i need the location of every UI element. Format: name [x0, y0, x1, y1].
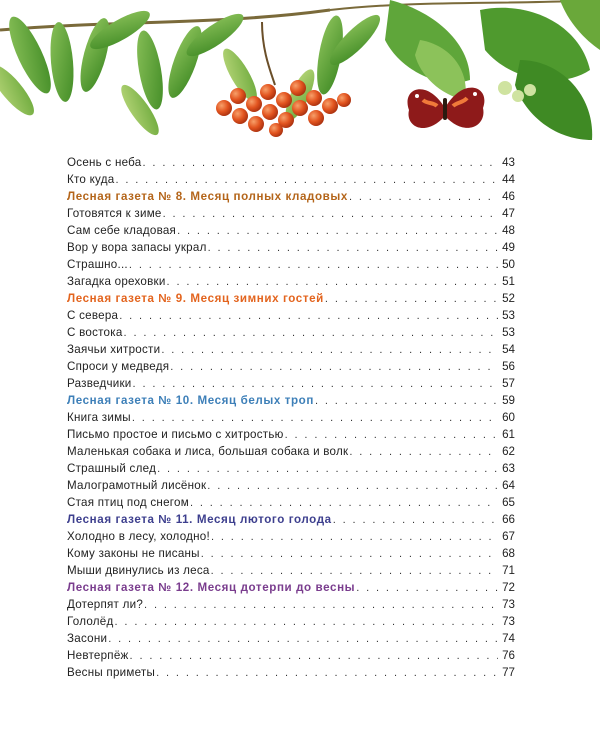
- toc-entry[interactable]: [67, 564, 515, 581]
- toc-entry[interactable]: [67, 326, 515, 343]
- entry-title: Разведчики: [67, 377, 132, 390]
- page-number: 76: [502, 649, 515, 662]
- toc-entry[interactable]: [67, 173, 515, 190]
- dot-leader: [132, 412, 498, 424]
- entry-title: Осень с неба: [67, 156, 142, 169]
- dot-leader: [201, 548, 498, 560]
- dot-leader: [177, 225, 498, 237]
- toc-entry[interactable]: [67, 224, 515, 241]
- toc-entry[interactable]: [67, 241, 515, 258]
- entry-title: Невтерпёж: [67, 649, 129, 662]
- entry-title: Книга зимы: [67, 411, 131, 424]
- dot-leader: [333, 514, 498, 526]
- page-number: 73: [502, 615, 515, 628]
- entry-title: Вор у вора запасы украл: [67, 241, 207, 254]
- header-illustration: [0, 0, 600, 160]
- section-title: Лесная газета № 11. Месяц лютого голода: [67, 513, 332, 526]
- toc-section-heading[interactable]: [67, 581, 515, 598]
- page-number: 43: [502, 156, 515, 169]
- toc-entry[interactable]: [67, 547, 515, 564]
- dot-leader: [115, 174, 498, 186]
- rowan-branch-illustration: [0, 0, 600, 160]
- dot-leader: [161, 344, 498, 356]
- toc-entry[interactable]: [67, 445, 515, 462]
- section-title: Лесная газета № 12. Месяц дотерпи до весны: [67, 581, 356, 594]
- toc-entry[interactable]: [67, 411, 515, 428]
- entry-title: Маленькая собака и лиса, большая собака и волк: [67, 445, 349, 458]
- dot-leader: [349, 191, 498, 203]
- entry-title: Засони: [67, 632, 108, 645]
- page-number: 52: [502, 292, 515, 305]
- page-number: 64: [502, 479, 515, 492]
- dot-leader: [211, 565, 498, 577]
- entry-title: Малограмотный лисёнок: [67, 479, 207, 492]
- toc-section-heading[interactable]: [67, 513, 515, 530]
- dot-leader: [115, 616, 498, 628]
- toc-entry[interactable]: [67, 207, 515, 224]
- dot-leader: [133, 378, 498, 390]
- entry-title: Заячьи хитрости: [67, 343, 161, 356]
- dot-leader: [156, 667, 498, 679]
- entry-title: Холодно в лесу, холодно!: [67, 530, 210, 543]
- toc-section-heading[interactable]: [67, 190, 515, 207]
- dot-leader: [130, 650, 498, 662]
- section-title: Лесная газета № 9. Месяц зимних гостей: [67, 292, 324, 305]
- dot-leader: [207, 480, 498, 492]
- entry-title: Дотерпят ли?: [67, 598, 144, 611]
- page-number: 49: [502, 241, 515, 254]
- entry-title: Страшный след: [67, 462, 157, 475]
- page-number: 67: [502, 530, 515, 543]
- toc-entry[interactable]: [67, 309, 515, 326]
- entry-title: Гололёд: [67, 615, 114, 628]
- dot-leader: [157, 463, 498, 475]
- section-title: Лесная газета № 10. Месяц белых троп: [67, 394, 314, 407]
- toc-section-heading[interactable]: [67, 292, 515, 309]
- page-number: 51: [502, 275, 515, 288]
- page-number: 60: [502, 411, 515, 424]
- entry-title: Кому законы не писаны: [67, 547, 200, 560]
- toc-entry[interactable]: [67, 649, 515, 666]
- entry-title: Загадка ореховки: [67, 275, 166, 288]
- page-number: 59: [502, 394, 515, 407]
- entry-title: Кто куда: [67, 173, 115, 186]
- toc-entry[interactable]: [67, 496, 515, 513]
- page-number: 77: [502, 666, 515, 679]
- dot-leader: [143, 157, 499, 169]
- page-number: 57: [502, 377, 515, 390]
- toc-section-heading[interactable]: [67, 394, 515, 411]
- page-number: 53: [502, 309, 515, 322]
- entry-title: Мыши двинулись из леса: [67, 564, 210, 577]
- page-number: 56: [502, 360, 515, 373]
- dot-leader: [129, 259, 498, 271]
- entry-title: Страшно...: [67, 258, 128, 271]
- toc-entry[interactable]: [67, 258, 515, 275]
- dot-leader: [144, 599, 498, 611]
- toc-entry[interactable]: [67, 343, 515, 360]
- page-number: 53: [502, 326, 515, 339]
- rowan-berries: [216, 80, 351, 137]
- entry-title: Письмо простое и письмо с хитростью: [67, 428, 284, 441]
- page-number: 63: [502, 462, 515, 475]
- dot-leader: [356, 582, 498, 594]
- dot-leader: [325, 293, 498, 305]
- toc-entry[interactable]: [67, 615, 515, 632]
- entry-title: Сам себе кладовая: [67, 224, 177, 237]
- dot-leader: [124, 327, 498, 339]
- toc-entry[interactable]: [67, 275, 515, 292]
- page-number: 65: [502, 496, 515, 509]
- dot-leader: [170, 361, 498, 373]
- toc-entry[interactable]: [67, 156, 515, 173]
- toc-entry[interactable]: [67, 666, 515, 683]
- toc-entry[interactable]: [67, 598, 515, 615]
- page-number: 50: [502, 258, 515, 271]
- page-number: 68: [502, 547, 515, 560]
- table-of-contents: [67, 156, 515, 683]
- page-number: 66: [502, 513, 515, 526]
- dot-leader: [190, 497, 498, 509]
- toc-entry[interactable]: [67, 377, 515, 394]
- page-number: 46: [502, 190, 515, 203]
- page-number: 72: [502, 581, 515, 594]
- dot-leader: [285, 429, 498, 441]
- dot-leader: [119, 310, 498, 322]
- page-number: 62: [502, 445, 515, 458]
- page-number: 61: [502, 428, 515, 441]
- entry-title: Готовятся к зиме: [67, 207, 162, 220]
- page-number: 47: [502, 207, 515, 220]
- entry-title: Стая птиц под снегом: [67, 496, 189, 509]
- page-number: 54: [502, 343, 515, 356]
- toc-entry[interactable]: [67, 530, 515, 547]
- dot-leader: [211, 531, 498, 543]
- toc-entry[interactable]: [67, 632, 515, 649]
- entry-title: С востока: [67, 326, 123, 339]
- page-number: 73: [502, 598, 515, 611]
- butterfly-illustration: [408, 88, 485, 128]
- toc-entry[interactable]: [67, 428, 515, 445]
- page-number: 44: [502, 173, 515, 186]
- dot-leader: [349, 446, 498, 458]
- entry-title: С севера: [67, 309, 119, 322]
- dot-leader: [163, 208, 498, 220]
- dot-leader: [167, 276, 498, 288]
- toc-entry[interactable]: [67, 479, 515, 496]
- page-number: 48: [502, 224, 515, 237]
- entry-title: Спроси у медведя: [67, 360, 170, 373]
- dot-leader: [108, 633, 498, 645]
- toc-entry[interactable]: [67, 360, 515, 377]
- dot-leader: [208, 242, 498, 254]
- page-number: 74: [502, 632, 515, 645]
- page-number: 71: [502, 564, 515, 577]
- dot-leader: [315, 395, 498, 407]
- section-title: Лесная газета № 8. Месяц полных кладовых: [67, 190, 348, 203]
- toc-entry[interactable]: [67, 462, 515, 479]
- entry-title: Весны приметы: [67, 666, 156, 679]
